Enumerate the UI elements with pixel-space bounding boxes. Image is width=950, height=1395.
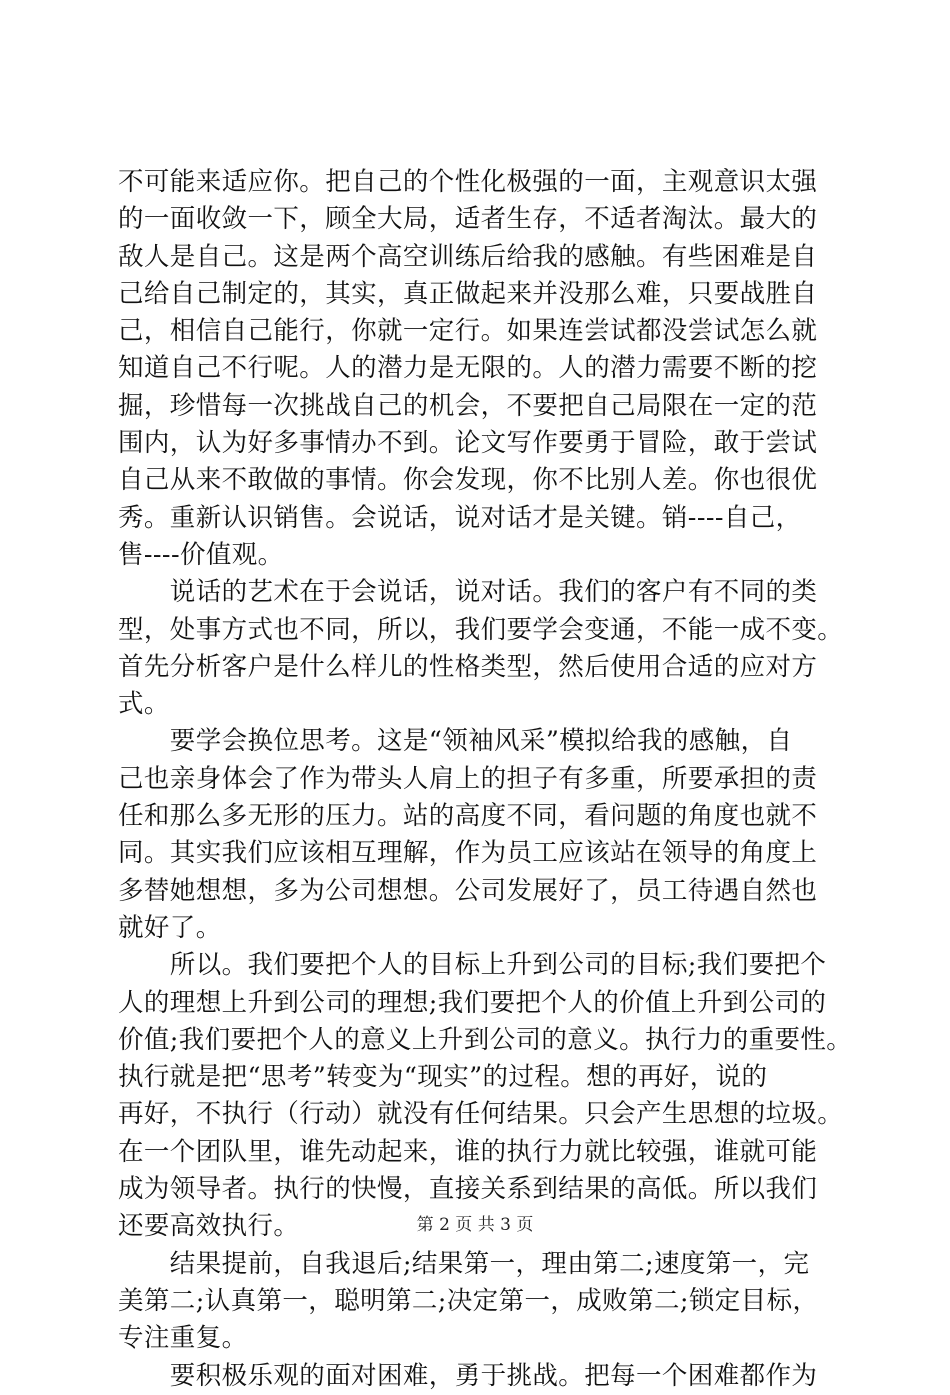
text-line: 型，处事方式也不同，所以，我们要学会变通，不能一成不变。 [118, 614, 844, 645]
document-body [118, 164, 853, 1395]
text-line: 自己从来不敢做的事情。你会发现，你不比别人差。你也很优 [118, 465, 818, 496]
text-line: 专注重复。 [118, 1323, 248, 1354]
text-line: 多替她想想，多为公司想想。公司发展好了，员工待遇自然也 [118, 875, 818, 906]
text-line: 所以。我们要把个人的目标上升到公司的目标;我们要把个 [118, 950, 827, 981]
text-line: 秀。重新认识销售。会说话，说对话才是关键。销----自己， [118, 502, 802, 533]
text-line: 首先分析客户是什么样儿的性格类型，然后使用合适的应对方 [118, 651, 818, 682]
text-line: 再好，不执行（行动）就没有任何结果。只会产生思想的垃圾。 [118, 1099, 844, 1130]
page-number-footer: 第 2 页 共 3 页 [416, 1215, 534, 1235]
text-line: 说话的艺术在于会说话，说对话。我们的客户有不同的类 [118, 577, 818, 608]
text-line: 人的理想上升到公司的理想;我们要把个人的价值上升到公司的 [118, 987, 827, 1018]
text-line: 结果提前，自我退后;结果第一，理由第二;速度第一，完 [118, 1248, 810, 1279]
text-line: 知道自己不行呢。人的潜力是无限的。人的潜力需要不断的挖 [118, 353, 818, 384]
text-line: 还要高效执行。 [118, 1211, 300, 1242]
text-line: 不可能来适应你。把自己的个性化极强的一面，主观意识太强 [118, 167, 818, 197]
text-line: 同。其实我们应该相互理解，作为员工应该站在领导的角度上 [118, 838, 818, 869]
text-line: 在一个团队里，谁先动起来，谁的执行力就比较强，谁就可能 [118, 1136, 818, 1167]
text-line: 执行就是把“思考”转变为“现实”的过程。想的再好，说的 [118, 1062, 768, 1093]
text-line: 敌人是自己。这是两个高空训练后给我的感触。有些困难是自 [118, 241, 818, 272]
text-line: 己给自己制定的，其实，真正做起来并没那么难，只要战胜自 [118, 278, 818, 309]
text-line: 掘，珍惜每一次挑战自己的机会，不要把自己局限在一定的范 [118, 390, 818, 421]
text-line: 就好了。 [118, 912, 222, 943]
text-line: 美第二;认真第一，聪明第二;决定第一，成败第二;锁定目标， [118, 1285, 819, 1316]
text-line: 任和那么多无形的压力。站的高度不同，看问题的角度也就不 [118, 801, 818, 832]
text-line: 式。 [118, 689, 170, 720]
text-line: 要学会换位思考。这是“领袖风采”模拟给我的感触，自 [118, 726, 793, 757]
text-line: 己，相信自己能行，你就一定行。如果连尝试都没尝试怎么就 [118, 316, 818, 347]
text-line: 围内，认为好多事情办不到。论文写作要勇于冒险，敢于尝试 [118, 428, 818, 459]
text-line: 的一面收敛一下，顾全大局，适者生存，不适者淘汰。最大的 [118, 204, 818, 235]
text-line: 价值;我们要把个人的意义上升到公司的意义。执行力的重要性。 [118, 1024, 853, 1055]
text-line: 售----价值观。 [118, 539, 284, 570]
text-line: 己也亲身体会了作为带头人肩上的担子有多重，所要承担的责 [118, 763, 818, 794]
text-line: 成为领导者。执行的快慢，直接关系到结果的高低。所以我们 [118, 1174, 818, 1205]
text-line: 要积极乐观的面对困难，勇于挑战。把每一个困难都作为 [118, 1360, 818, 1391]
